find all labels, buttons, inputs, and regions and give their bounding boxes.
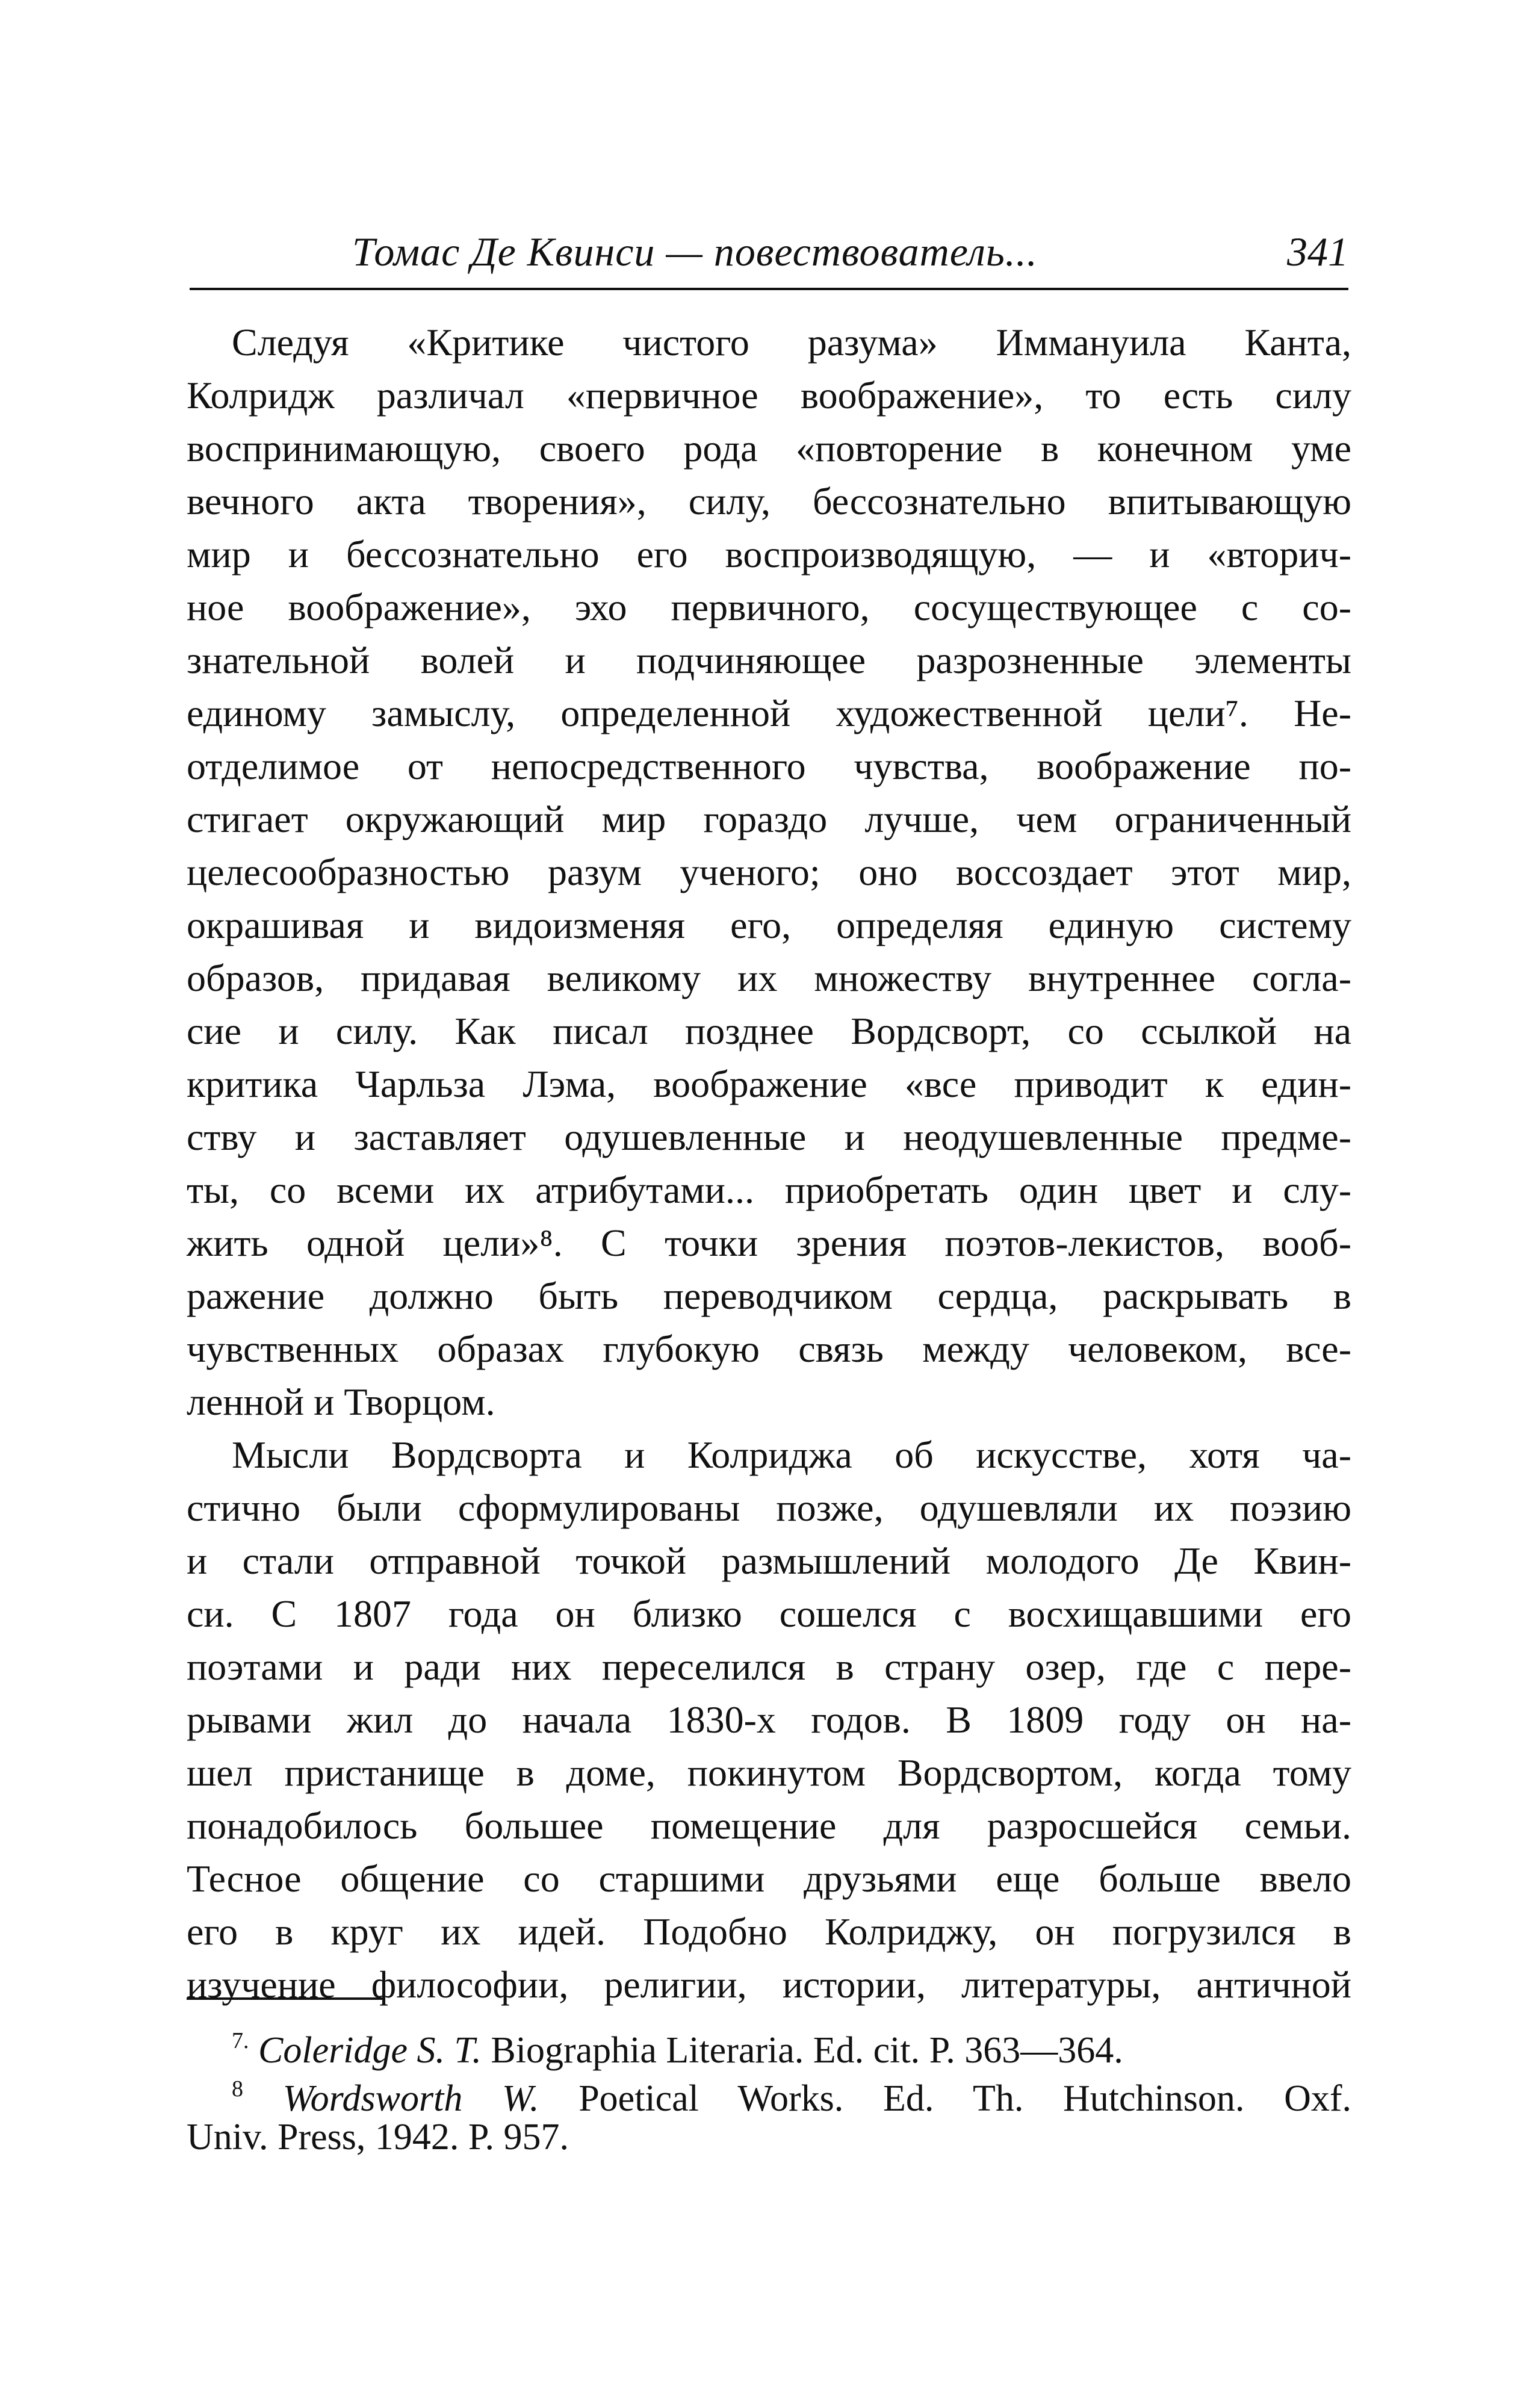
text-line: ное воображение», эхо первичного, сосуществующее с со- bbox=[187, 586, 1351, 628]
text-line: стично были сформулированы позже, одушевляли их поэзию bbox=[187, 1486, 1351, 1529]
text-line: воспринимающую, своего рода «повторение в конечном уме bbox=[187, 427, 1351, 470]
text-line: единому замыслу, определенной художественной цели⁷. Не- bbox=[187, 692, 1351, 734]
text-line: критика Чарльза Лэма, воображение «все приводит к един- bbox=[187, 1063, 1351, 1105]
text-line: мир и бессознательно его воспроизводящую, — и «вторич- bbox=[187, 533, 1351, 576]
footnote-7 bbox=[187, 2017, 1351, 2071]
footnote-mark: 8 bbox=[232, 2076, 243, 2102]
footnote-author: Coleridge S. T. bbox=[258, 2030, 482, 2071]
text-line: окрашивая и видоизменяя его, определяя единую систему bbox=[187, 904, 1351, 946]
text-line: изучение философии, религии, истории, литературы, античной bbox=[187, 1963, 1351, 2006]
footnote-author: Wordsworth W. bbox=[282, 2078, 539, 2119]
text-line: вечного акта творения», силу, бессознательно впитывающую bbox=[187, 480, 1351, 523]
footnote-8-continuation: Univ. Press, 1942. P. 957. bbox=[187, 2117, 569, 2158]
text-line: Тесное общение со старшими друзьями еще больше ввело bbox=[187, 1857, 1351, 1900]
text-line: понадобилось большее помещение для разросшейся семьи. bbox=[187, 1804, 1351, 1847]
text-line: Мысли Вордсворта и Колриджа об искусстве, хотя ча- bbox=[232, 1433, 1351, 1476]
text-line: рывами жил до начала 1830-х годов. В 1809 году он на- bbox=[187, 1698, 1351, 1741]
text-line: образов, придавая великому их множеству внутреннее согла- bbox=[187, 957, 1351, 999]
running-header bbox=[190, 222, 1348, 290]
footnote-text: Poetical Works. Ed. Th. Hutchinson. Oxf. bbox=[578, 2078, 1352, 2119]
footnote-mark: 7. bbox=[232, 2028, 249, 2053]
text-line: сие и силу. Как писал позднее Вордсворт, со ссылкой на bbox=[187, 1010, 1351, 1052]
text-line: Колридж различал «первичное воображение», то есть силу bbox=[187, 374, 1351, 417]
text-line: ленной и Творцом. bbox=[187, 1380, 495, 1423]
text-line: и стали отправной точкой размышлений молодого Де Квин- bbox=[187, 1539, 1351, 1582]
body-text bbox=[187, 316, 1351, 2011]
text-line: жить одной цели»⁸. С точки зрения поэтов-лекистов, вооб- bbox=[187, 1221, 1351, 1264]
text-line: ражение должно быть переводчиком сердца, раскрывать в bbox=[187, 1274, 1351, 1317]
text-line: си. С 1807 года он близко сошелся с восхищавшими его bbox=[187, 1592, 1351, 1635]
text-line: ты, со всеми их атрибутами... приобретать один цвет и слу- bbox=[187, 1168, 1351, 1211]
footnote-rule bbox=[187, 1997, 385, 2000]
text-line: отделимое от непосредственного чувства, воображение по- bbox=[187, 745, 1351, 787]
text-line: стигает окружающий мир гораздо лучше, чем ограниченный bbox=[187, 798, 1351, 840]
text-line: знательной волей и подчиняющее разрозненные элементы bbox=[187, 639, 1351, 681]
text-line: Следуя «Критике чистого разума» Иммануила Канта, bbox=[232, 321, 1351, 364]
text-line: его в круг их идей. Подобно Колриджу, он погрузился в bbox=[187, 1910, 1351, 1953]
page-number: 341 bbox=[1287, 229, 1348, 275]
text-line: ству и заставляет одушевленные и неодушевленные предме- bbox=[187, 1116, 1351, 1158]
footnote-8 bbox=[187, 2065, 1352, 2119]
footnotes bbox=[187, 2017, 1351, 2161]
text-line: целесообразностью разум ученого; оно воссоздает этот мир, bbox=[187, 851, 1351, 893]
text-line: чувственных образах глубокую связь между человеком, все- bbox=[187, 1327, 1351, 1370]
footnote-text: Biographia Literaria. Ed. cit. P. 363—364. bbox=[491, 2030, 1123, 2071]
text-line: поэтами и ради них переселился в страну озер, где с пере- bbox=[187, 1645, 1351, 1688]
running-title: Томас Де Квинси — повествователь... bbox=[352, 229, 1038, 275]
text-line: шел пристанище в доме, покинутом Вордсвортом, когда тому bbox=[187, 1751, 1351, 1794]
